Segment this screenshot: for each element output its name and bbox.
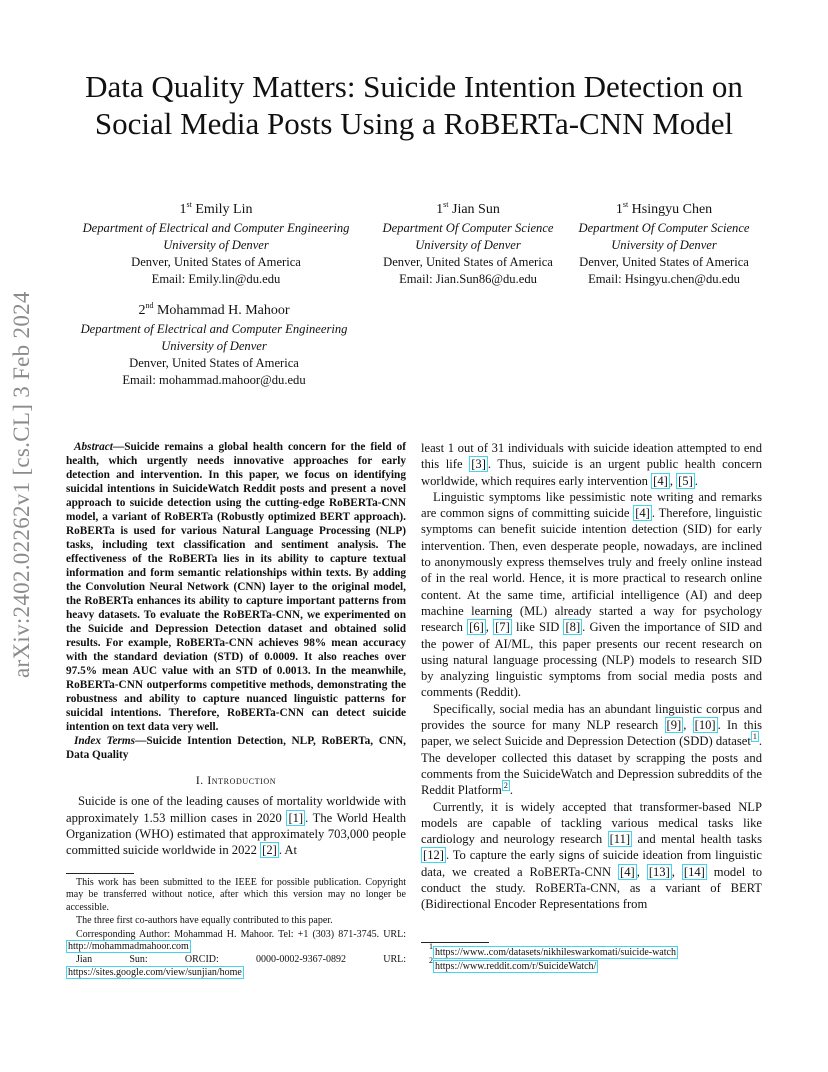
footnote-coauthors: The three first co-authors have equally contributed to this paper. xyxy=(76,915,333,927)
footnote-rule xyxy=(66,873,134,874)
footnote-marker[interactable]: 1 xyxy=(752,732,757,742)
author-dept: Department Of Computer Science xyxy=(578,221,750,235)
citation-link[interactable]: [4] xyxy=(635,506,650,521)
author-location: Denver, United States of America xyxy=(579,255,749,269)
author-email: Email: Jian.Sun86@du.edu xyxy=(399,272,537,286)
citation-link[interactable]: [5] xyxy=(678,473,693,488)
citation-link[interactable]: [4] xyxy=(653,473,668,488)
citation-link[interactable]: [13] xyxy=(648,864,670,879)
paper-title: Data Quality Matters: Suicide Intention Detection on Social Media Posts Using a RoBERTa-CNN Model xyxy=(85,69,743,141)
author-block-4 xyxy=(64,301,364,389)
footnote-corresponding: Corresponding Author: Mohammad H. Mahoor. Tel: +1 (303) 871-3745. URL: http://mohammadmahoor.com xyxy=(68,928,406,953)
index-terms: Index Terms—Suicide Intention Detection, NLP, RoBERTa, CNN, Data Quality xyxy=(66,735,406,761)
abstract: Abstract—Suicide remains a global health concern for the field of health, which urgently needs innovative approaches for early detection and intervention. In this paper, we focus on identifying suicidal intentions in SuicideWatch Reddit posts and present a novel approach to suicide detection using the cutting-edge RoBERTa-CNN model, a variant of RoBERTa (Robustly optimized BERT approach). RoBERTa is used for various Natural Language Processing (NLP) tasks, including text classification and sentiment analysis. The effectiveness of the RoBERTa lies in its ability to capture textual information and form semantic relationships within texts. By adding the Convolution Neural Network (CNN) layer to the original model, the RoBERTa enhances its ability to capture important patterns from heavy datasets. To evaluate the RoBERTa-CNN, we experimented on the Suicide and Depression Detection dataset and obtained solid results. For example, RoBERTa-CNN achieves 98% mean accuracy with the standard deviation (STD) of 0.0009. It also reaches over 97.5% mean AUC value with an STD of 0.0013. In the meanwhile, RoBERTa-CNN outperforms competitive methods, demonstrating the robustness and ability to capture nuanced linguistic patterns for suicidal intentions. Therefore, RoBERTa-CNN can detect suicide intention on text data very well. xyxy=(66,441,406,733)
author-email: Email: Emily.lin@du.edu xyxy=(151,272,281,286)
author-location: Denver, United States of America xyxy=(131,255,301,269)
author-dept: Department Of Computer Science xyxy=(382,221,554,235)
author-location: Denver, United States of America xyxy=(129,356,299,370)
author-email: Email: Hsingyu.chen@du.edu xyxy=(588,272,740,286)
intro-paragraph-3: Linguistic symptoms like pessimistic note writing and remarks are common signs of committing suicide [4] . Therefore, linguistic symptoms can benefit suicide intention detection (SID) for early intervention. Then, even desperate people, nowadays, are inclined to anonymously express themselves truly and freely online instead of in the real world. Hence, it is more practical to research online content. At the same time, artificial intelligence (AI) and deep machine learning (ML) already started a way for psychology research [6] , [7] like SID [8] . Given the importance of SID and the power of AI/ML, this paper presents our recent research on using natural language processing (NLP) models to research SID by analyzing linguistic symptoms from social media posts and comments (Reddit). xyxy=(421,489,763,700)
section-heading-introduction: I. Introduction xyxy=(195,774,277,787)
citation-link[interactable]: [9] xyxy=(666,718,682,733)
author-location: Denver, United States of America xyxy=(383,255,553,269)
author-univ: University of Denver xyxy=(611,238,717,252)
author-univ: University of Denver xyxy=(163,238,269,252)
citation-link[interactable]: [12] xyxy=(423,848,444,863)
citation-link[interactable]: [14] xyxy=(683,864,705,879)
left-footnotes xyxy=(66,877,406,980)
citation-link[interactable]: [10] xyxy=(694,718,716,733)
footnote-ieee: This work has been submitted to the IEEE for possible publication. Copyright may be transferred without notice, after which this version may no longer be accessible. xyxy=(66,877,406,913)
footnote-marker[interactable]: 2 xyxy=(503,781,508,791)
intro-paragraph-5: Currently, it is widely accepted that transformer-based NLP models are capable of tackling various medical tasks like cardiology and neurology research [11] and mental health tasks [12] . To capture the early signs of suicide ideation from linguistic data, we created a RoBERTa-CNN [4] , [13] , [14] model to conduct the study. RoBERTa-CNN, as a variant of BERT (Bidirectional Encoder Representations from xyxy=(421,799,763,912)
reddit-link[interactable]: https://www.reddit.com/r/SuicideWatch/ xyxy=(435,961,597,972)
dataset-link[interactable]: https://www..com/datasets/nikhileswarkomati/suicide-watch xyxy=(435,947,676,958)
right-footnotes xyxy=(421,942,762,974)
citation-link[interactable]: [1] xyxy=(288,810,304,825)
citation-link[interactable]: [2] xyxy=(262,843,277,858)
footnote-reddit-url: $^2$https://www.reddit.com/r/SuicideWatch/ xyxy=(429,956,597,972)
footnote-orcid: Jian Sun: ORCID: 0000-0002-9367-0892 URL: https://sites.google.com/view/sunjian/home xyxy=(68,954,406,978)
author-univ: University of Denver xyxy=(161,339,267,353)
author-name: 1st Jian Sun xyxy=(436,200,500,217)
author-dept: Department of Electrical and Computer Engineering xyxy=(82,221,350,235)
intro-paragraph-2: least 1 out of 31 individuals with suicide ideation attempted to end this life [3] . Thus, suicide is an urgent public health concern worldwide, which requires early intervention [4] , [5] . xyxy=(421,441,763,488)
intro-paragraph-1: Suicide is one of the leading causes of mortality worldwide with approximately 1.53 million cases in 2020 [1] . The World Health Organization (WHO) estimated that approximately 703,000 people committed suicide worldwide in 2022 [2] . At xyxy=(66,794,406,858)
arxiv-sidebar-stamp: arXiv:2402.02262v1 [cs.CL] 3 Feb 2024 xyxy=(9,291,34,678)
intro-paragraph-4: Specifically, social media has an abundant linguistic corpus and provides the source for many NLP research [9] , [10] . In this paper, we select Suicide and Depression Detection (SDD) dataset $^1$ . The developer collected this dataset by scrapping the posts and comments from the SuicideWatch and Depression subreddits of the Reddit Platform $^2$ . xyxy=(421,701,762,798)
author-name: 1st Emily Lin xyxy=(179,200,253,217)
right-column xyxy=(421,440,762,913)
left-column xyxy=(66,440,406,858)
jian-sun-homepage-link[interactable]: https://sites.google.com/view/sunjian/home xyxy=(68,966,242,978)
citation-link[interactable]: [7] xyxy=(495,620,510,635)
author-homepage-link[interactable]: http://mohammadmahoor.com xyxy=(68,941,189,953)
citation-link[interactable]: [8] xyxy=(565,620,581,635)
citation-link[interactable]: [6] xyxy=(469,620,484,635)
author-dept: Department of Electrical and Computer Engineering xyxy=(80,322,348,336)
author-univ: University of Denver xyxy=(415,238,521,252)
citation-link[interactable]: [11] xyxy=(609,832,631,847)
author-block-1 xyxy=(66,200,366,288)
author-block-3 xyxy=(566,200,762,288)
citation-link[interactable]: [3] xyxy=(471,457,486,472)
author-name: 1st Hsingyu Chen xyxy=(615,200,713,217)
citation-link[interactable]: [4] xyxy=(620,864,635,879)
author-block-2 xyxy=(370,200,566,288)
author-email: Email: mohammad.mahoor@du.edu xyxy=(122,373,306,387)
author-name: 2nd Mohammad H. Mahoor xyxy=(138,301,290,318)
footnote-dataset-url: $^1$https://www..com/datasets/nikhileswarkomati/suicide-watch xyxy=(429,942,676,958)
